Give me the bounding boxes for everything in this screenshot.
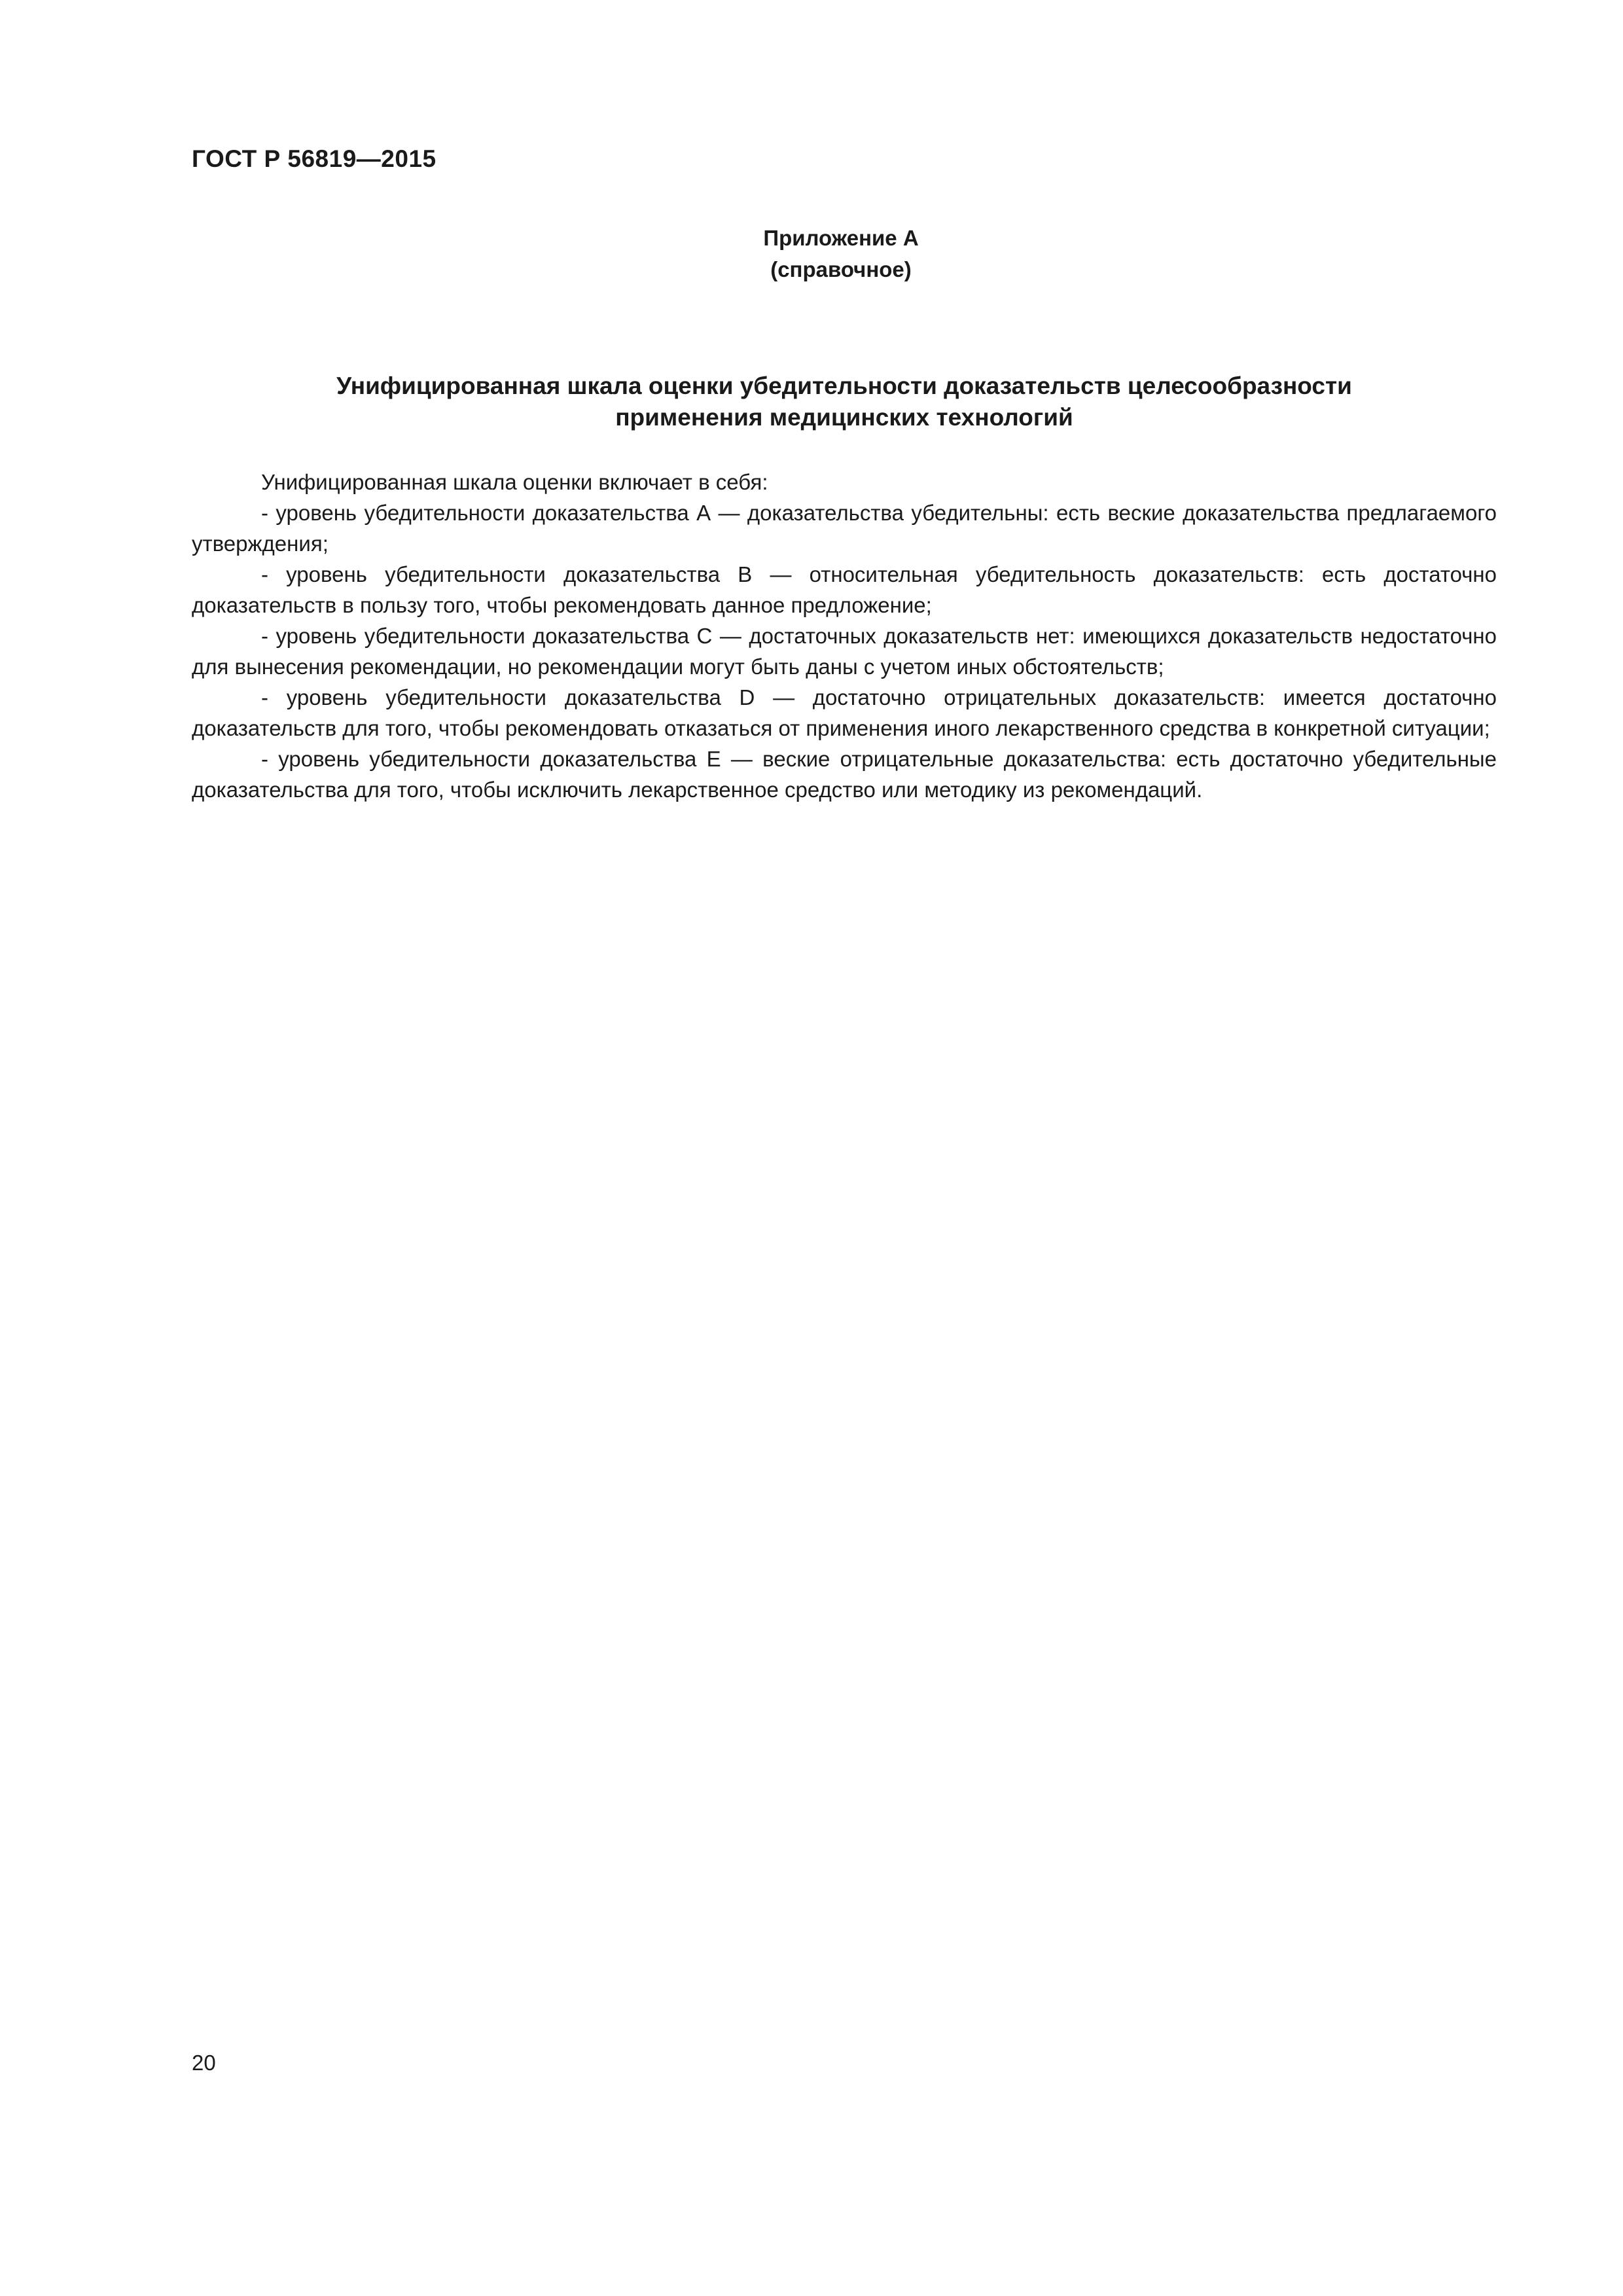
section-heading	[192, 370, 1497, 433]
list-item-level-e: - уровень убедительности доказательства Е — веские отрицательные доказательства: есть достаточно убедительные доказательства для того, чтобы исключить лекарственное средство или методику из рекомендаций.	[192, 747, 1497, 802]
annex-title: Приложение А	[763, 226, 919, 250]
list-item-level-c: - уровень убедительности доказательства С — достаточных доказательств нет: имеющихся доказательств недостаточно для вынесения рекомендации, но рекомендации могут быть даны с учетом иных обстоятельств;	[192, 624, 1497, 679]
list-item-level-a: - уровень убедительности доказательства А — доказательства убедительны: есть веские доказательства предлагаемого утверждения;	[192, 501, 1497, 556]
annex-type: (справочное)	[770, 257, 912, 281]
document-code: ГОСТ Р 56819—2015	[192, 145, 437, 172]
heading-line-2: применения медицинских технологий	[615, 404, 1073, 431]
intro-paragraph: Унифицированная шкала оценки включает в себя:	[261, 470, 768, 494]
page-number: 20	[192, 2051, 216, 2075]
heading-line-1: Унифицированная шкала оценки убедительности доказательств целесообразности	[336, 372, 1352, 399]
list-item-level-b: - уровень убедительности доказательства В — относительная убедительность доказательств: есть достаточно доказательств в пользу того, чтобы рекомендовать данное предложение;	[192, 562, 1497, 617]
body-text	[192, 467, 1497, 805]
list-item-level-d: - уровень убедительности доказательства D — достаточно отрицательных доказательств: имеется достаточно доказательств для того, чтобы рекомендовать отказаться от применения иного лекарственного средства в конкретной ситуации;	[192, 685, 1497, 740]
